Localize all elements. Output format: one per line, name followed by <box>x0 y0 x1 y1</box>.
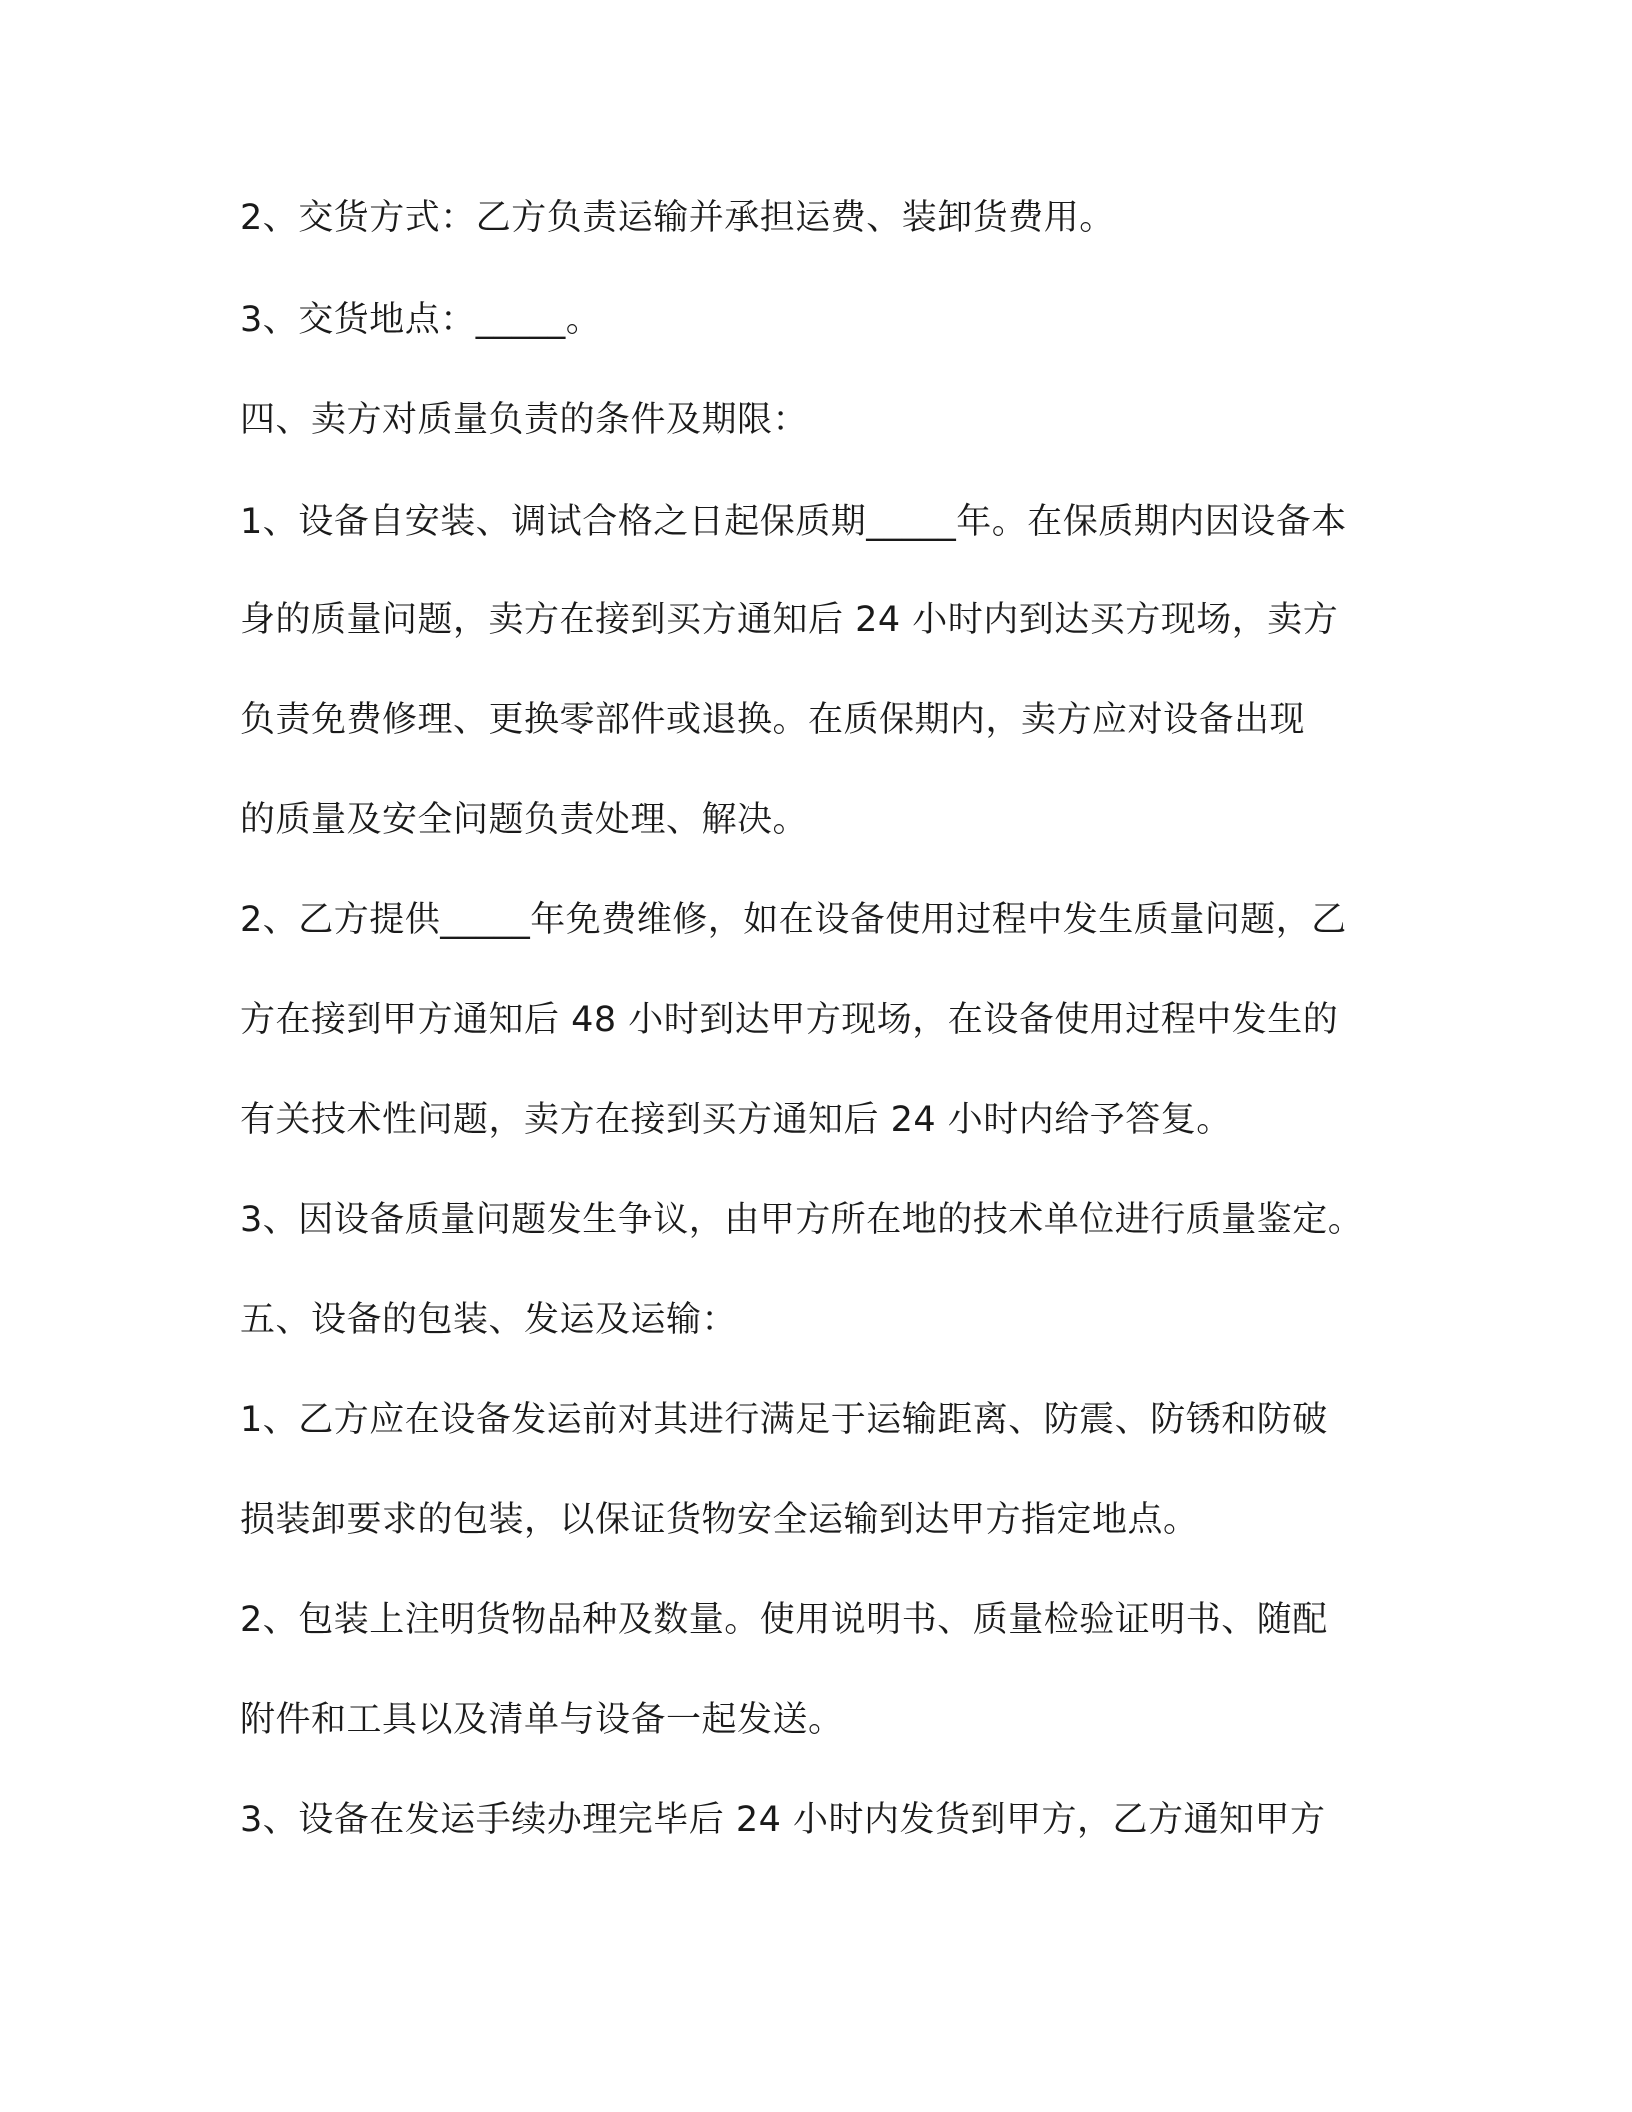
text-line-delivery-method: 2、交货方式：乙方负责运输并承担运费、装卸货费用。 <box>240 198 1115 238</box>
text-line: 附件和工具以及清单与设备一起发送。 <box>240 1700 844 1740</box>
text-line: 1、设备自安装、调试合格之日起保质期_____年。在保质期内因设备本 <box>240 502 1347 542</box>
text-line: 2、包装上注明货物品种及数量。使用说明书、质量检验证明书、随配 <box>240 1600 1328 1640</box>
text-line: 1、乙方应在设备发运前对其进行满足于运输距离、防震、防锈和防破 <box>240 1400 1328 1440</box>
text-line: 方在接到甲方通知后 48 小时到达甲方现场，在设备使用过程中发生的 <box>240 1000 1339 1040</box>
text-line: 损装卸要求的包装，以保证货物安全运输到达甲方指定地点。 <box>240 1500 1199 1540</box>
text-line: 的质量及安全问题负责处理、解决。 <box>240 800 809 840</box>
section-heading-quality-terms: 四、卖方对质量负责的条件及期限： <box>240 400 809 440</box>
text-line: 负责免费修理、更换零部件或退换。在质保期内，卖方应对设备出现 <box>240 700 1306 740</box>
text-line: 2、乙方提供_____年免费维修，如在设备使用过程中发生质量问题，乙 <box>240 900 1347 940</box>
text-line: 3、设备在发运手续办理完毕后 24 小时内发货到甲方，乙方通知甲方 <box>240 1800 1326 1840</box>
text-line: 3、因设备质量问题发生争议，由甲方所在地的技术单位进行质量鉴定。 <box>240 1200 1364 1240</box>
section-heading-packaging: 五、设备的包装、发运及运输： <box>240 1300 738 1340</box>
text-line: 身的质量问题，卖方在接到买方通知后 24 小时内到达买方现场，卖方 <box>240 600 1339 640</box>
text-line-delivery-location: 3、交货地点：_____。 <box>240 300 602 340</box>
text-line: 有关技术性问题，卖方在接到买方通知后 24 小时内给予答复。 <box>240 1100 1232 1140</box>
